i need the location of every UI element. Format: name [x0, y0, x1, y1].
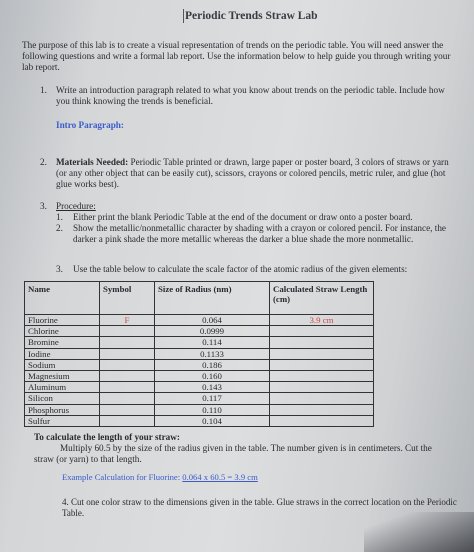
- cell-length: [270, 415, 374, 426]
- cell-symbol: [100, 415, 155, 426]
- q3-number: 3.: [40, 201, 47, 211]
- cell-radius: 0.117: [155, 393, 270, 404]
- q2-number: 2.: [40, 157, 47, 167]
- cell-symbol: [100, 326, 155, 337]
- cell-symbol: F: [100, 315, 155, 326]
- q3-step2-num: 2.: [56, 223, 63, 233]
- cell-length: [270, 371, 374, 382]
- cell-length: [270, 393, 374, 404]
- table-row: [25, 348, 374, 359]
- cell-radius: 0.104: [155, 415, 270, 426]
- q1-number: 1.: [40, 85, 47, 95]
- q3-step3-num: 3.: [56, 264, 63, 274]
- cell-symbol: [100, 337, 155, 348]
- calc-section: [34, 432, 454, 465]
- cell-radius: 0.114: [155, 337, 270, 348]
- cell-radius: 0.186: [155, 359, 270, 370]
- cell-symbol: [100, 348, 155, 359]
- cell-name: Bromine: [25, 337, 100, 348]
- cell-length: [270, 382, 374, 393]
- q3-step1-text: Either print the blank Periodic Table at the end of the document or draw onto a poster board.: [73, 212, 413, 222]
- cell-radius: 0.1133: [155, 348, 270, 359]
- example-calculation: [62, 472, 258, 482]
- cell-radius: 0.160: [155, 371, 270, 382]
- cell-length: [270, 404, 374, 415]
- cell-radius: 0.110: [155, 404, 270, 415]
- step4-number: 4.: [62, 497, 69, 507]
- q2-lead: Materials Needed:: [56, 157, 129, 167]
- cell-symbol: [100, 382, 155, 393]
- atomic-radius-table: [24, 281, 374, 427]
- q3-step1-num: 1.: [56, 212, 63, 222]
- cell-name: Silicon: [25, 393, 100, 404]
- cell-name: Sulfur: [25, 415, 100, 426]
- cell-name: Magnesium: [25, 371, 100, 382]
- table-body: [25, 315, 374, 427]
- cell-length: [270, 348, 374, 359]
- table-header-row: [25, 282, 374, 315]
- cell-name: Chlorine: [25, 326, 100, 337]
- q1-text: Write an introduction paragraph related to what you know about trends on the periodic table. Include how you think knowing the trends is beneficial.: [56, 85, 445, 106]
- cell-symbol: [100, 393, 155, 404]
- table-row: [25, 415, 374, 426]
- cell-length: [270, 326, 374, 337]
- q3-lead: Procedure:: [56, 201, 96, 211]
- photo-shadow: [364, 512, 474, 552]
- header-name: Name: [25, 282, 100, 315]
- table-row: [25, 382, 374, 393]
- cell-radius: 0.143: [155, 382, 270, 393]
- calc-heading: To calculate the length of your straw:: [34, 432, 180, 442]
- table-row: [25, 359, 374, 370]
- table-row: [25, 326, 374, 337]
- q3-step2-text: Show the metallic/nonmetallic character by shading with a crayon or colored pencil. For instance, the darker a pink shade the more metallic whereas the darker a blue shade the more nonmetallic.: [73, 223, 446, 244]
- q1-intro-label: Intro Paragraph:: [56, 120, 124, 130]
- cell-name: Aluminum: [25, 382, 100, 393]
- example-label: Example Calculation for Fluorine:: [62, 472, 181, 482]
- cell-length: [270, 359, 374, 370]
- table-row: [25, 337, 374, 348]
- q2-text: Periodic Table printed or drawn, large paper or poster board, 3 colors of straws or yarn (or any other object that can be easily cut), scissors, crayons or colored pencils, metric ruler, and glue (hot glue works best).: [56, 157, 449, 189]
- table-row: [25, 315, 374, 326]
- cell-name: Phosphorus: [25, 404, 100, 415]
- cell-radius: 0.0999: [155, 326, 270, 337]
- text-cursor: [183, 9, 184, 23]
- intro-text: The purpose of this lab is to create a visual representation of trends on the periodic table. You will need answer the following questions and write a formal lab report. Use the information below to help guide you through writing your lab report.: [22, 40, 451, 72]
- header-radius: Size of Radius (nm): [155, 282, 270, 315]
- cell-name: Iodine: [25, 348, 100, 359]
- table-row: [25, 393, 374, 404]
- table-row: [25, 371, 374, 382]
- q3-step3-text: Use the table below to calculate the scale factor of the atomic radius of the given elements:: [73, 264, 408, 274]
- cell-radius: 0.064: [155, 315, 270, 326]
- step4-text: Cut one color straw to the dimensions given in the table. Glue straws in the correct location on the Periodic Table.: [62, 497, 457, 518]
- header-symbol: Symbol: [100, 282, 155, 315]
- example-value: 0.064 x 60.5 = 3.9 cm: [182, 472, 258, 482]
- cell-length: 3.9 cm: [270, 315, 374, 326]
- cell-name: Fluorine: [25, 315, 100, 326]
- cell-symbol: [100, 404, 155, 415]
- table-row: [25, 404, 374, 415]
- q2-materials: [56, 157, 456, 190]
- page-title: Periodic Trends Straw Lab: [185, 10, 318, 22]
- calc-instructions: Multiply 60.5 by the size of the radius given in the table. The number given is in centimeters. Cut the straw (or yarn) to that length.: [34, 443, 432, 464]
- calc-text: [34, 443, 454, 465]
- cell-length: [270, 337, 374, 348]
- header-length: Calculated Straw Length (cm): [270, 282, 374, 315]
- cell-name: Sodium: [25, 359, 100, 370]
- cell-symbol: [100, 359, 155, 370]
- cell-symbol: [100, 371, 155, 382]
